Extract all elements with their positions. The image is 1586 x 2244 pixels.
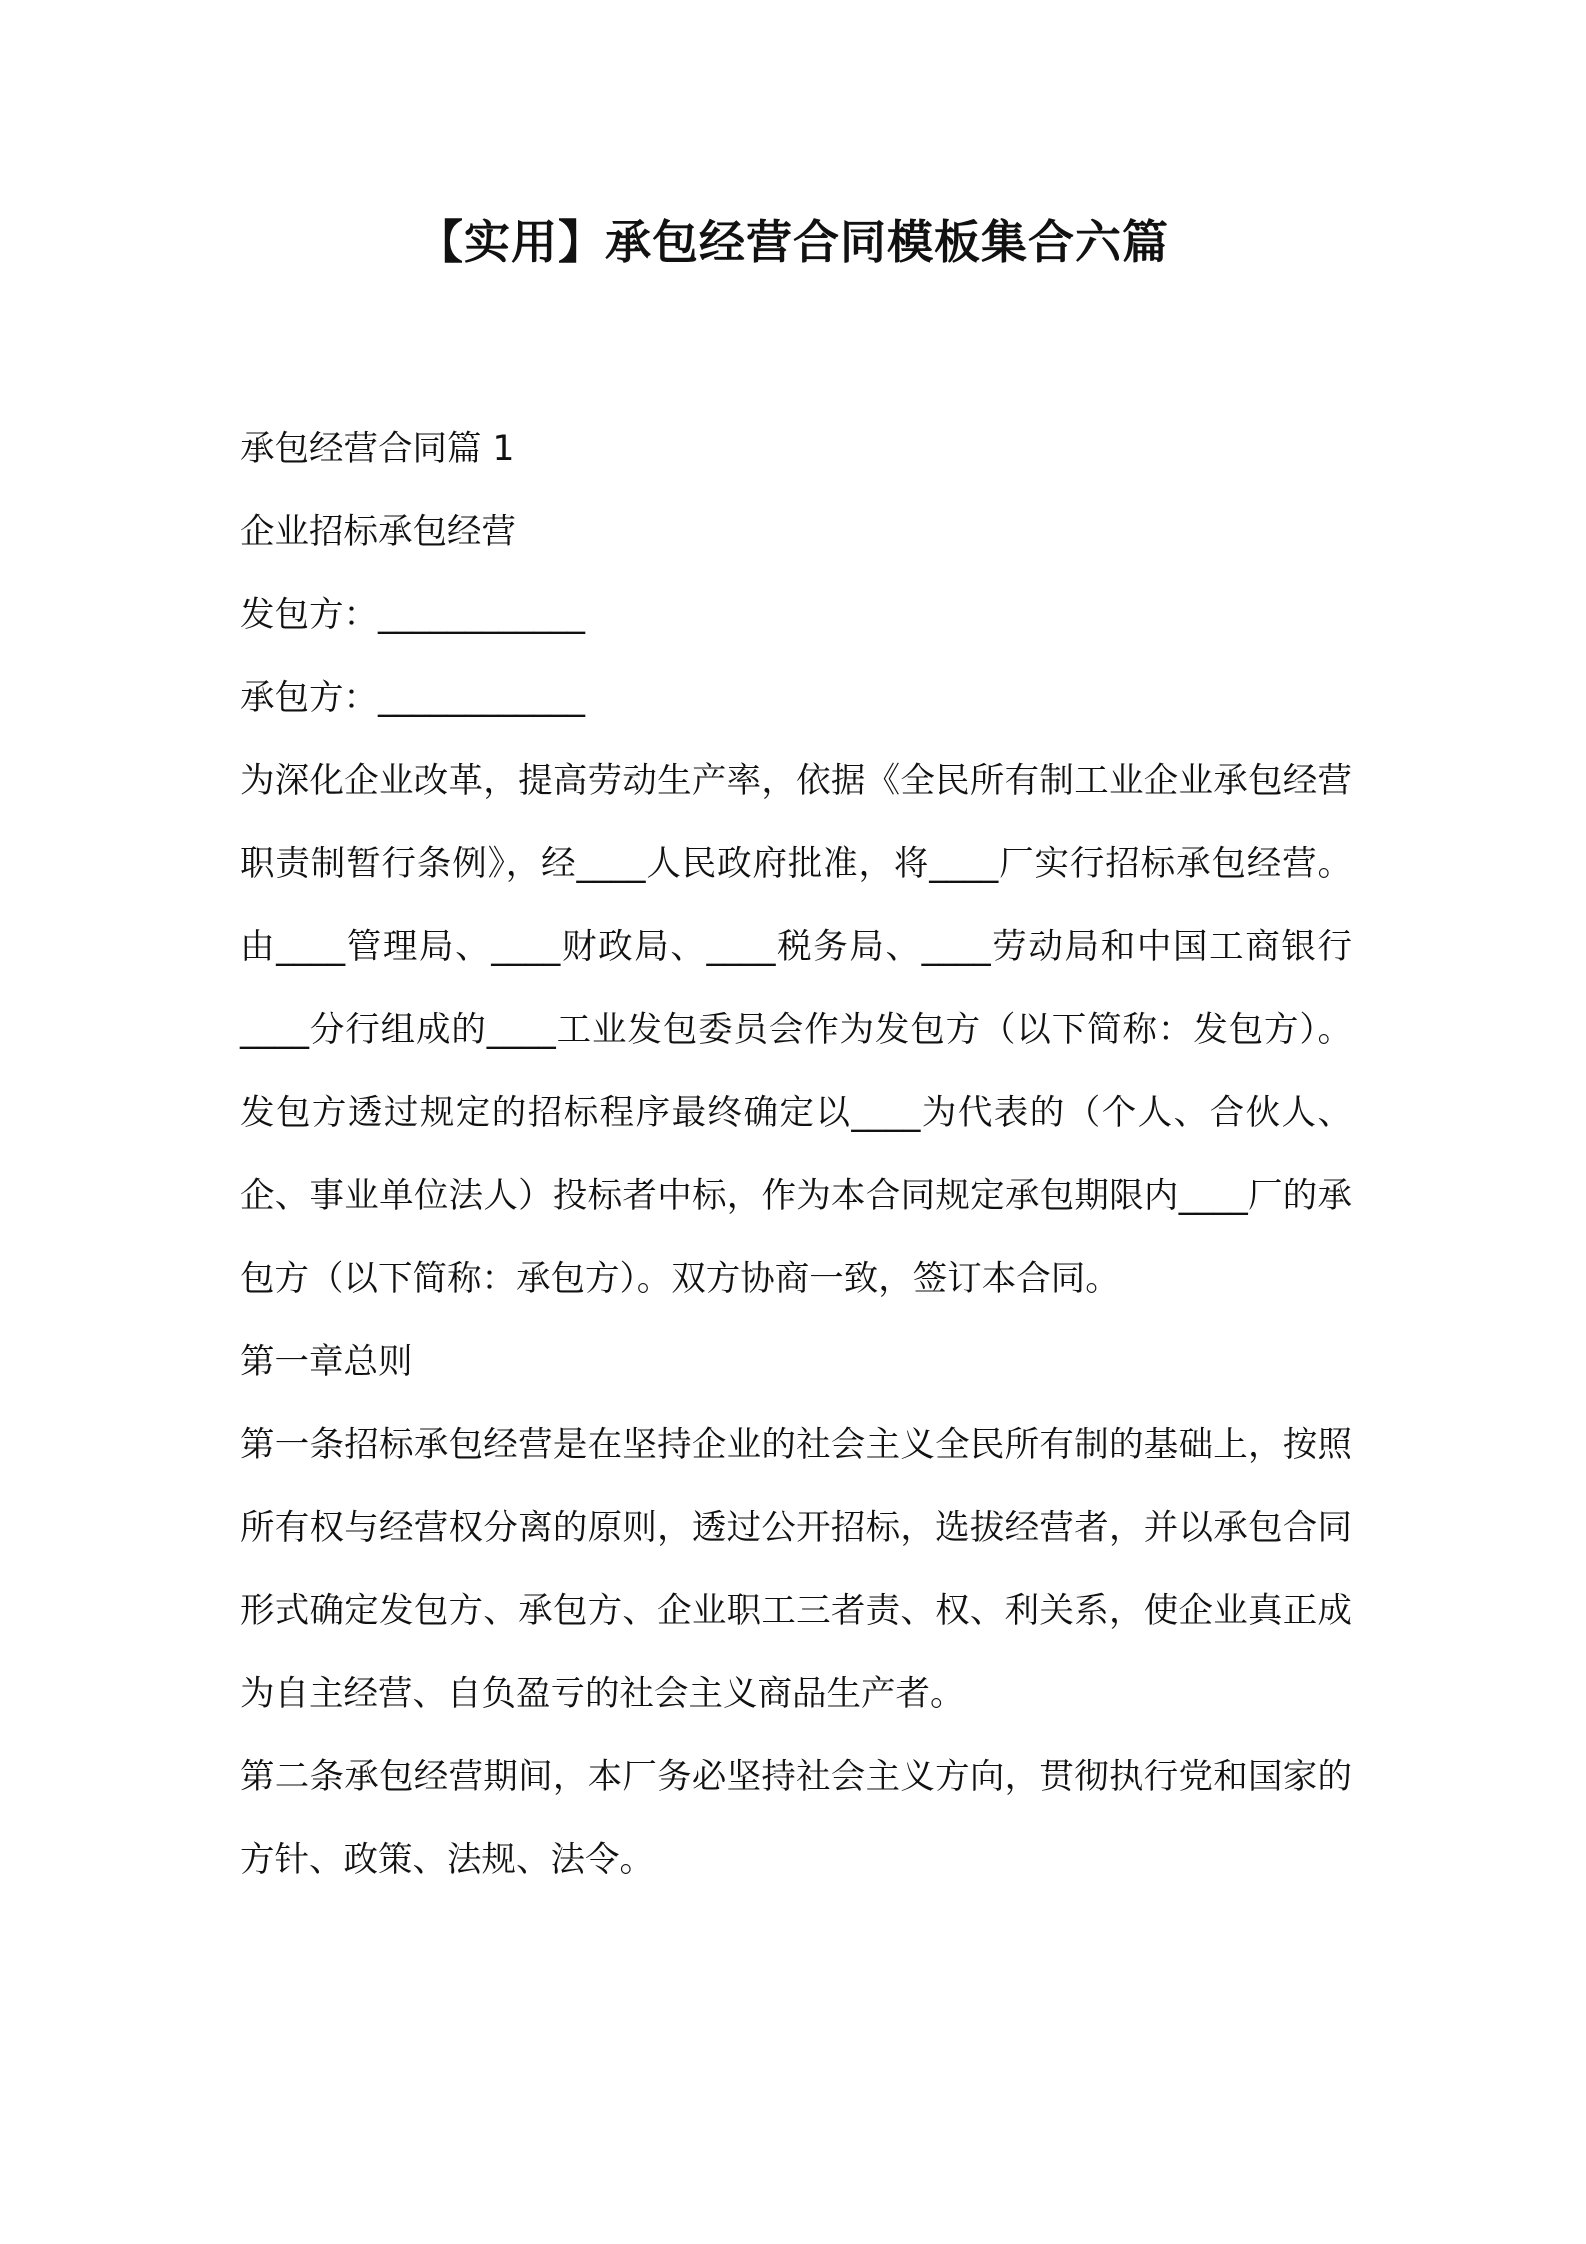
document-body	[240, 408, 1352, 1902]
chapter-heading: 第一章总则	[240, 1342, 413, 1382]
article-2-paragraph: 第二条承包经营期间，本厂务必坚持社会主义方向，贯彻执行党和国家的方针、政策、法规、法令。	[240, 1757, 1352, 1880]
document-title: 【实用】承包经营合同模板集合六篇	[417, 215, 1169, 269]
party-b-line: 承包方：____________	[240, 678, 585, 718]
article-1-paragraph: 第一条招标承包经营是在坚持企业的社会主义全民所有制的基础上，按照所有权与经营权分离的原则，透过公开招标，选拔经营者，并以承包合同形式确定发包方、承包方、企业职工三者责、权、利关系，使企业真正成为自主经营、自负盈亏的社会主义商品生产者。	[240, 1425, 1352, 1714]
preamble-paragraph: 为深化企业改革，提高劳动生产率，依据《全民所有制工业企业承包经营职责制暂行条例》，经____人民政府批准，将____厂实行招标承包经营。由____管理局、____财政局、____税务局、____劳动局和中国工商银行____分行组成的____工业发包委员会作为发包方（以下简称：发包方）。发包方透过规定的招标程序最终确定以____为代表的（个人、合伙人、企、事业单位法人）投标者中标，作为本合同规定承包期限内____厂的承包方（以下简称：承包方）。双方协商一致，签订本合同。	[240, 761, 1352, 1299]
subtitle: 企业招标承包经营	[240, 512, 516, 552]
section-heading: 承包经营合同篇 1	[240, 429, 515, 469]
party-a-line: 发包方：____________	[240, 595, 585, 635]
